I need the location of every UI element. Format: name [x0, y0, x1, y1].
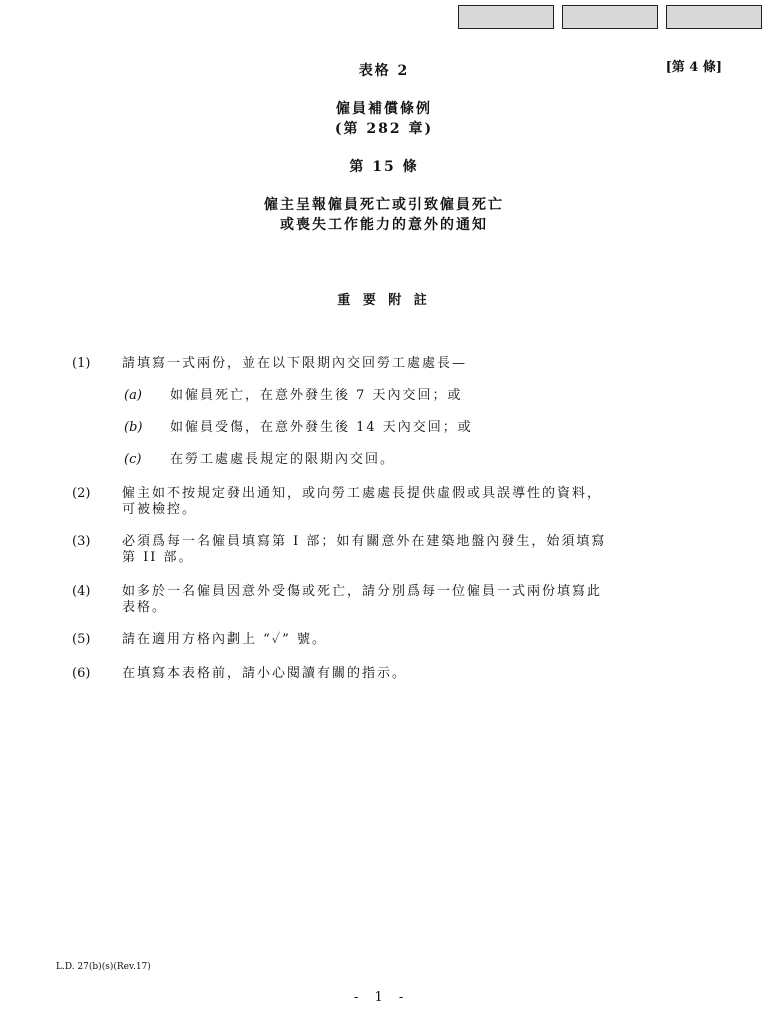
office-use-box-1	[458, 5, 554, 29]
sub-item-label: (c)	[124, 452, 142, 467]
sub-item-label: (b)	[124, 420, 143, 435]
note-number: (6)	[72, 666, 91, 681]
note-number: (4)	[72, 584, 91, 599]
note-text: 在填寫本表格前，請小心閱讀有關的指示。	[122, 666, 408, 681]
office-use-box-2	[562, 5, 658, 29]
note-number: (1)	[72, 356, 91, 371]
office-use-box-3	[666, 5, 762, 29]
notes-heading: 重 要 附 註	[337, 293, 431, 308]
page-number: - 1 -	[354, 990, 410, 1005]
note-text-line-1: 如多於一名僱員因意外受傷或死亡，請分別爲每一位僱員一式兩份填寫此	[122, 584, 603, 599]
notice-title-line-2: 或喪失工作能力的意外的通知	[280, 217, 488, 233]
section-reference: [第 4 條]	[665, 60, 722, 75]
sub-item-text: 如僱員受傷，在意外發生後 14 天內交回；或	[170, 420, 473, 435]
note-text-line-1: 僱主如不按規定發出通知，或向勞工處處長提供虛假或具誤導性的資料，	[122, 486, 603, 501]
note-text-line-2: 可被檢控。	[122, 502, 198, 517]
sub-item-text: 如僱員死亡，在意外發生後 7 天內交回；或	[170, 388, 463, 403]
note-text-line-2: 第 II 部。	[122, 550, 194, 565]
note-text: 請在適用方格內劃上 “✓” 號。	[122, 632, 327, 647]
sub-item-label: (a)	[124, 388, 142, 403]
form-code: L.D. 27(b)(s)(Rev.17)	[56, 962, 151, 972]
note-text: 請填寫一式兩份，並在以下限期內交回勞工處處長—	[122, 356, 468, 371]
note-number: (5)	[72, 632, 91, 647]
notice-title-line-1: 僱主呈報僱員死亡或引致僱員死亡	[264, 197, 504, 213]
chapter-number: (第 282 章)	[334, 121, 434, 137]
note-number: (3)	[72, 534, 91, 549]
note-text-line-2: 表格。	[122, 600, 168, 615]
sub-item-text: 在勞工處處長規定的限期內交回。	[170, 452, 396, 467]
note-text-line-1: 必須爲每一名僱員填寫第 I 部；如有關意外在建築地盤內發生，始須填寫	[122, 534, 607, 549]
form-title: 表格 2	[358, 63, 410, 79]
section-number: 第 15 條	[349, 159, 419, 175]
office-use-boxes	[458, 5, 768, 29]
ordinance-title: 僱員補償條例	[336, 101, 432, 117]
note-number: (2)	[72, 486, 91, 501]
